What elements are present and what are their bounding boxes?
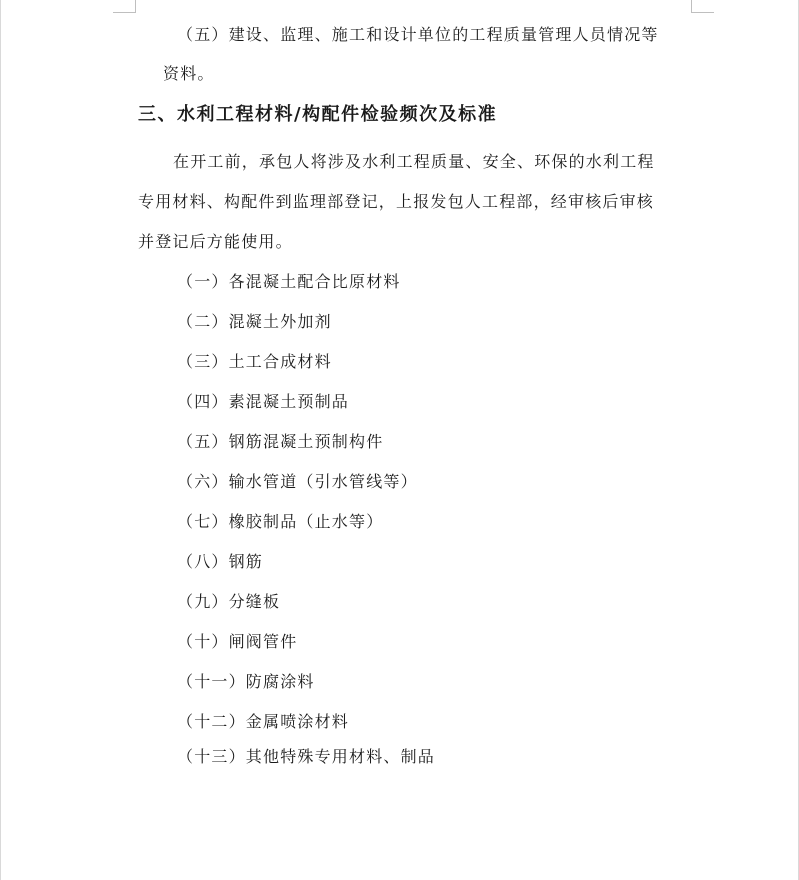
list-item-2: （二）混凝土外加剂 [177, 312, 332, 331]
margin-corner-mark-right [691, 0, 714, 13]
prev-item-line-2: 资料。 [163, 64, 215, 83]
list-item-9: （九）分缝板 [177, 592, 281, 611]
intro-line-1: 在开工前，承包人将涉及水利工程质量、安全、环保的水利工程 [173, 152, 655, 171]
list-item-3: （三）土工合成材料 [177, 352, 332, 371]
section-title: 三、水利工程材料/构配件检验频次及标准 [138, 104, 498, 125]
margin-corner-mark-left [113, 0, 136, 13]
list-item-12: （十二）金属喷涂材料 [177, 712, 350, 731]
list-item-6: （六）输水管道（引水管线等） [177, 472, 418, 491]
intro-line-3: 并登记后方能使用。 [138, 232, 293, 251]
list-item-4: （四）素混凝土预制品 [177, 392, 350, 411]
list-item-8: （八）钢筋 [177, 552, 264, 571]
prev-item-line-1: （五）建设、监理、施工和设计单位的工程质量管理人员情况等 [177, 25, 659, 44]
list-item-1: （一）各混凝土配合比原材料 [177, 272, 401, 291]
list-item-11: （十一）防腐涂料 [177, 672, 315, 691]
intro-line-2: 专用材料、构配件到监理部登记，上报发包人工程部，经审核后审核 [138, 192, 655, 211]
list-item-10: （十）闸阀管件 [177, 632, 298, 651]
list-item-5: （五）钢筋混凝土预制构件 [177, 432, 384, 451]
list-item-7: （七）橡胶制品（止水等） [177, 512, 384, 531]
list-item-13: （十三）其他特殊专用材料、制品 [177, 747, 436, 766]
